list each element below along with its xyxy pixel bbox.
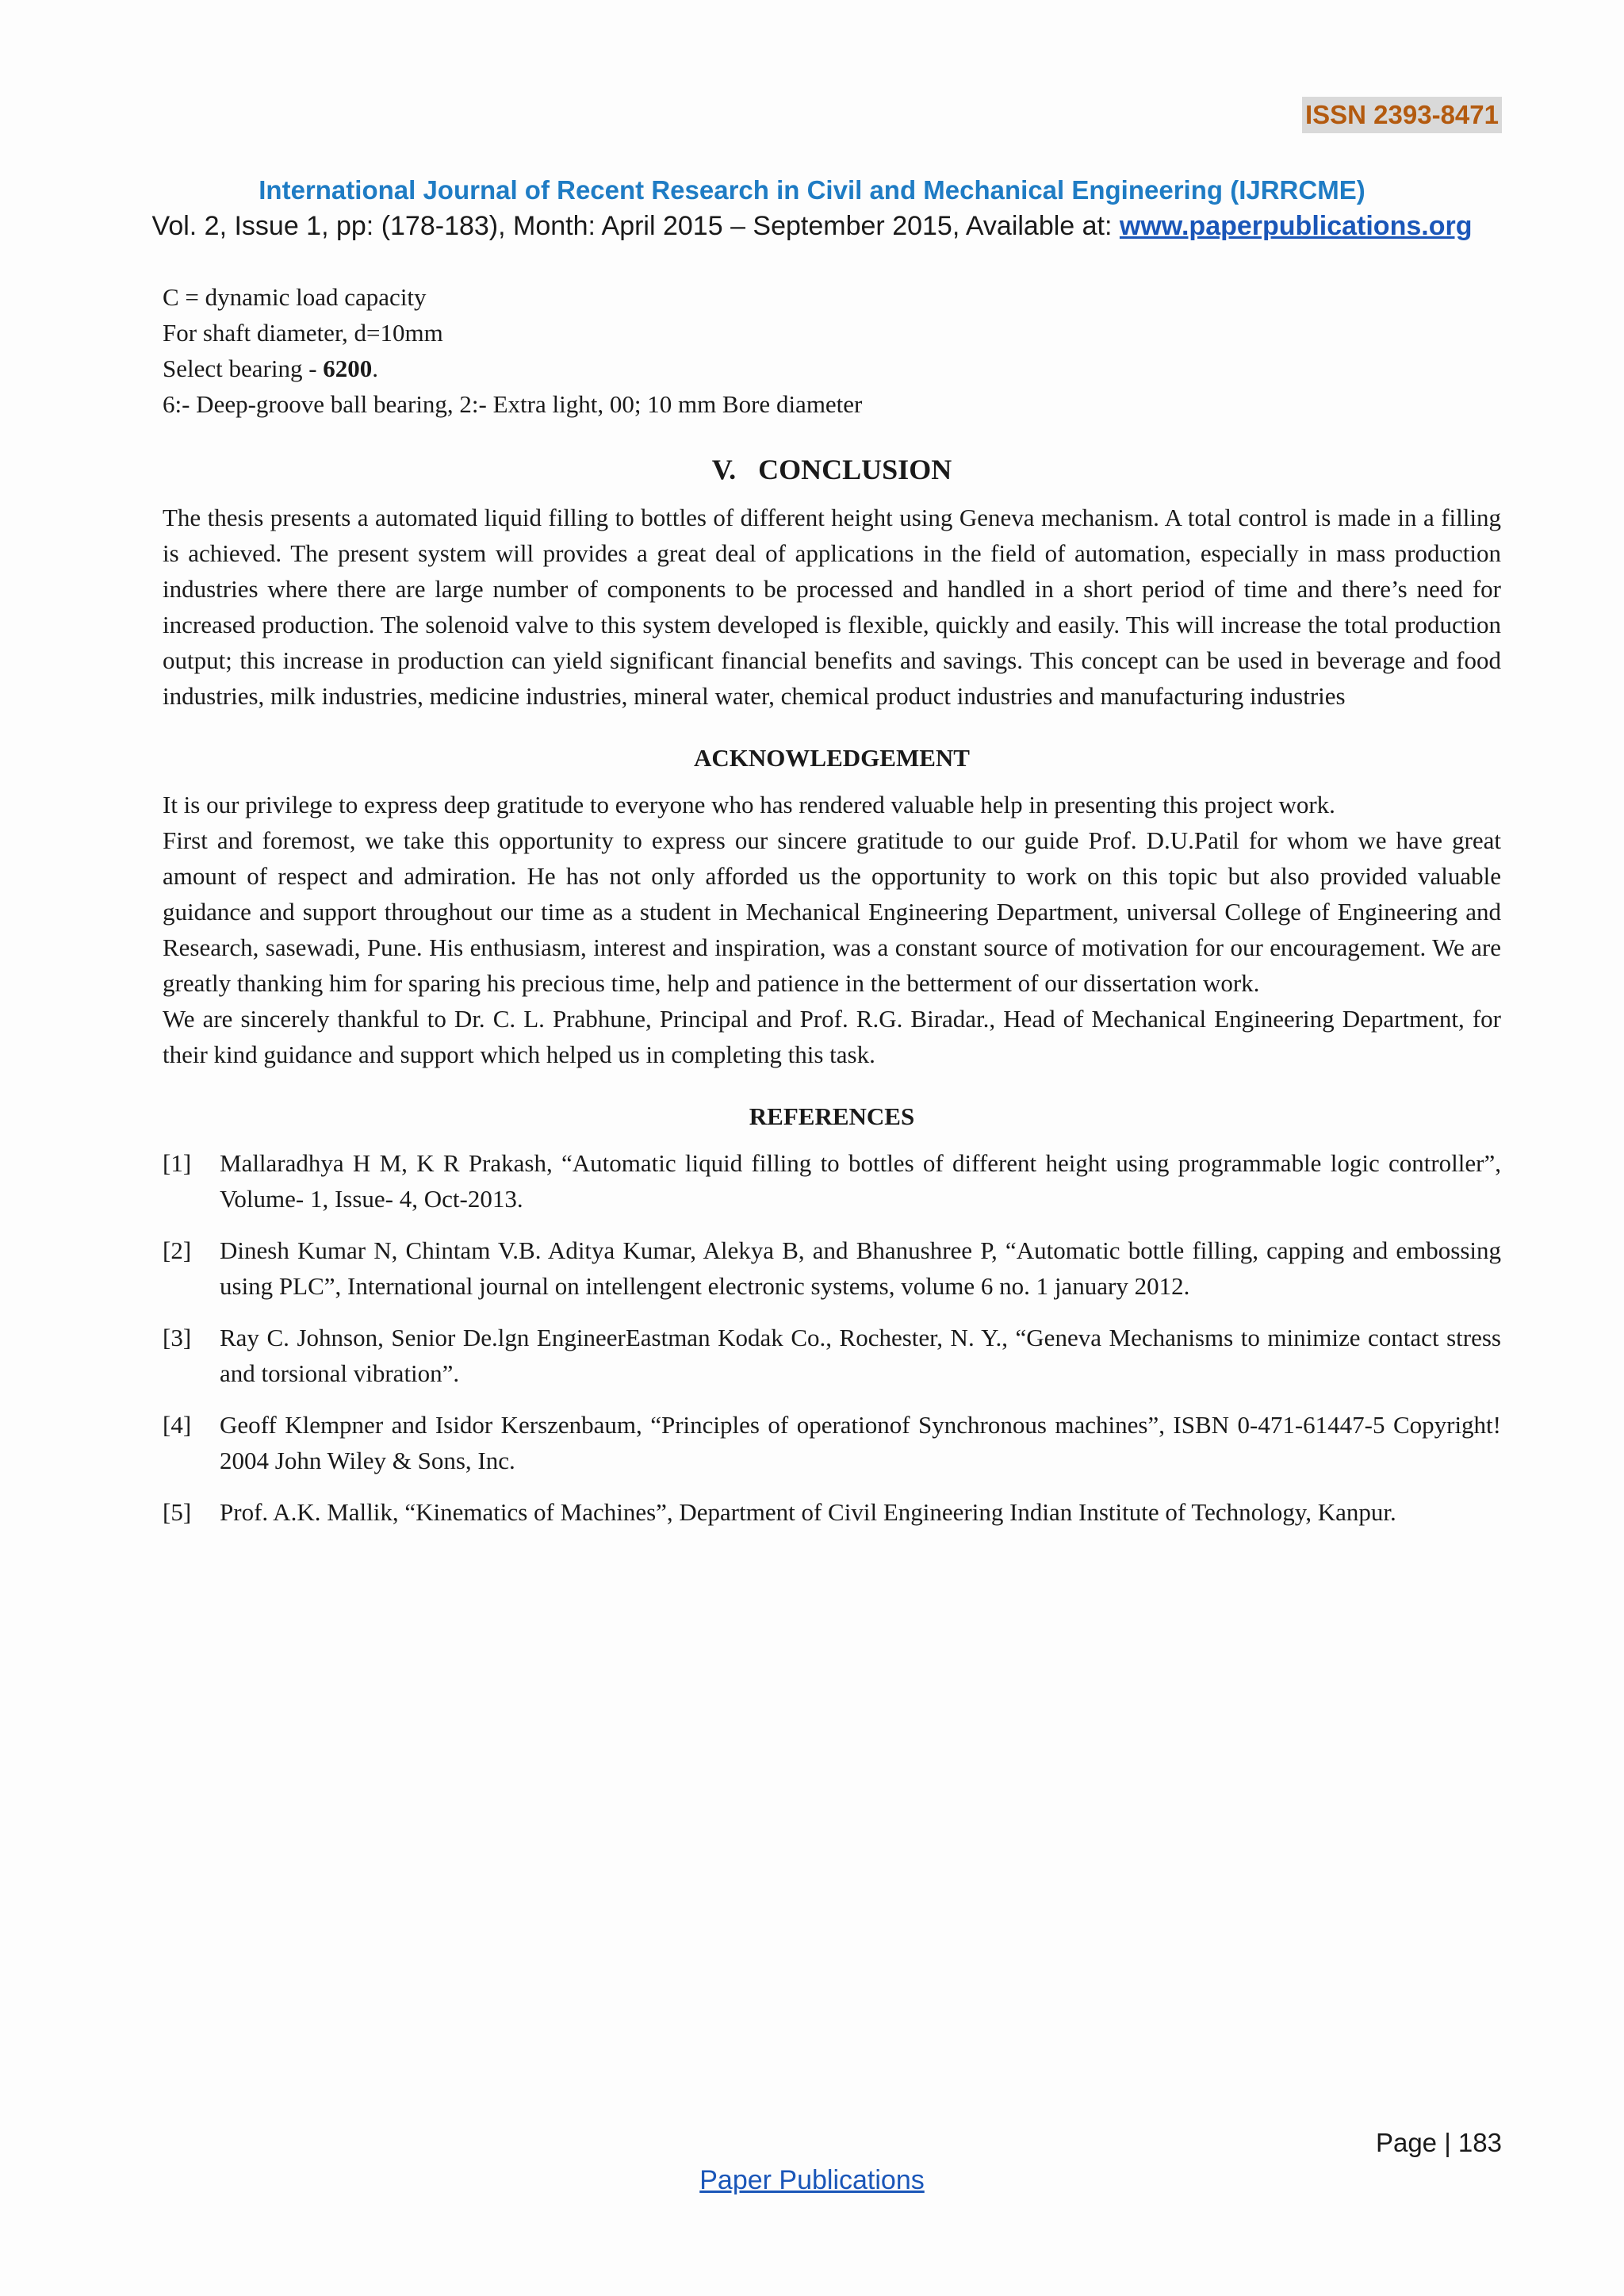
journal-meta-text: Vol. 2, Issue 1, pp: (178-183), Month: April 2015 – September 2015, Available at:: [151, 211, 1120, 241]
reference-text: Dinesh Kumar N, Chintam V.B. Aditya Kumar, Alekya B, and Bhanushree P, “Automatic bottle filling, capping and embossing using PLC”, International journal on intellengent electronic systems, volume 6 no. 1 january 2012.: [220, 1236, 1501, 1300]
journal-url-link[interactable]: www.paperpublications.org: [1119, 211, 1473, 241]
reference-number: [2]: [163, 1236, 192, 1264]
intro-line: C = dynamic load capacity: [163, 283, 427, 311]
intro-line: For shaft diameter, d=10mm: [163, 319, 443, 347]
bearing-suffix: .: [372, 355, 379, 382]
section-title: CONCLUSION: [758, 454, 952, 485]
reference-number: [5]: [163, 1498, 192, 1526]
reference-item: [163, 1320, 1501, 1391]
reference-text: Prof. A.K. Mallik, “Kinematics of Machines”, Department of Civil Engineering Indian Institute of Technology, Kanpur.: [220, 1498, 1396, 1526]
bearing-prefix: Select bearing -: [163, 355, 324, 382]
bearing-value: 6200: [323, 355, 373, 382]
acknowledgement-heading: ACKNOWLEDGEMENT: [694, 744, 970, 772]
bearing-description: 6:- Deep-groove ball bearing, 2:- Extra light, 00; 10 mm Bore diameter: [163, 390, 863, 418]
acknowledgement-paragraph: We are sincerely thankful to Dr. C. L. Prabhune, Principal and Prof. R.G. Biradar., Head of Mechanical Engineering Department, for their kind guidance and support which helped us in completing this task.: [163, 1005, 1501, 1068]
bearing-selection: [163, 351, 1501, 386]
footer: [0, 2162, 1624, 2198]
section-number: V.: [711, 454, 737, 485]
page-content: [163, 279, 1501, 1546]
journal-meta: [0, 208, 1624, 244]
reference-text: Geoff Klempner and Isidor Kerszenbaum, “Principles of operationof Synchronous machines”, ISBN 0-471-61447-5 Copyright! 2004 John Wiley & Sons, Inc.: [220, 1411, 1501, 1474]
acknowledgement-paragraph: First and foremost, we take this opportunity to express our sincere gratitude to our guide Prof. D.U.Patil for whom we have great amount of respect and admiration. He has not only afforded us the opportunity to work on this topic but also provided valuable guidance and support throughout our time as a student in Mechanical Engineering Department, universal College of Engineering and Research, sasewadi, Pune. His enthusiasm, interest and inspiration, was a constant source of motivation for our encouragement. We are greatly thanking him for sparing his precious time, help and patience in the betterment of our dissertation work.: [163, 826, 1501, 997]
conclusion-heading: [163, 450, 1501, 489]
reference-item: [163, 1494, 1501, 1530]
reference-list: [163, 1145, 1501, 1530]
publisher-link[interactable]: Paper Publications: [699, 2165, 925, 2195]
reference-item: [163, 1145, 1501, 1217]
acknowledgement-paragraph: It is our privilege to express deep gratitude to everyone who has rendered valuable help in presenting this project work.: [163, 791, 1335, 818]
reference-number: [3]: [163, 1324, 192, 1351]
issn-badge: ISSN 2393-8471: [1302, 97, 1502, 133]
page-number: Page | 183: [1375, 2128, 1502, 2157]
journal-title: International Journal of Recent Research in Civil and Mechanical Engineering (IJRRCME): [259, 175, 1365, 205]
reference-item: [163, 1232, 1501, 1304]
references-heading: REFERENCES: [749, 1102, 915, 1130]
reference-item: [163, 1407, 1501, 1478]
reference-text: Ray C. Johnson, Senior De.lgn EngineerEastman Kodak Co., Rochester, N. Y., “Geneva Mechanisms to minimize contact stress and torsional vibration”.: [220, 1324, 1501, 1387]
reference-text: Mallaradhya H M, K R Prakash, “Automatic liquid filling to bottles of different height using programmable logic controller”, Volume- 1, Issue- 4, Oct-2013.: [220, 1149, 1501, 1213]
reference-number: [1]: [163, 1149, 192, 1177]
reference-number: [4]: [163, 1411, 192, 1439]
conclusion-text: The thesis presents a automated liquid filling to bottles of different height using Geneva mechanism. A total control is made in a filling is achieved. The present system will provides a great deal of applications in the field of automation, especially in mass production industries where there are large number of components to be processed and handled in a short period of time and there’s need for increased production. The solenoid valve to this system developed is flexible, quickly and easily. This will increase the total production output; this increase in production can yield significant financial benefits and savings. This concept can be used in beverage and food industries, milk industries, medicine industries, mineral water, chemical product industries and manufacturing industries: [163, 504, 1501, 710]
